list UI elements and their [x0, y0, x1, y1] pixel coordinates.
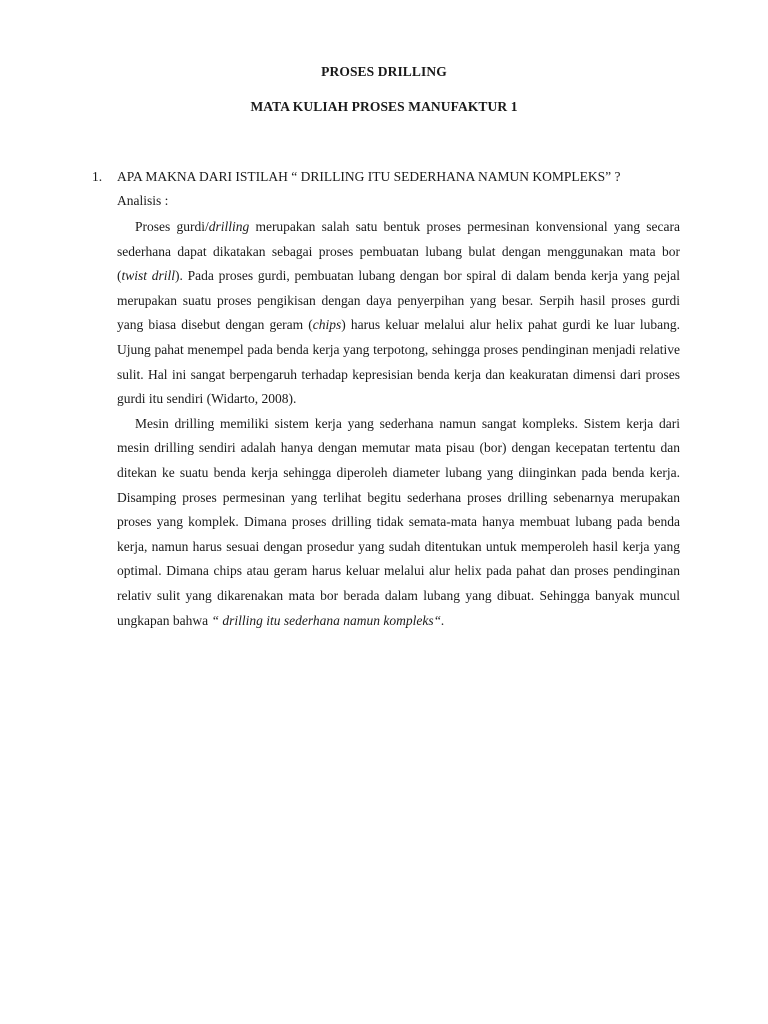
p1-text-c: ). Pada proses gurdi, pembuatan lubang dengan bor spiral di dalam benda kerja yang pejal merupakan suatu proses pengikisan dengan daya penyerpihan yang besar. Serpih hasil proses gurdi yang biasa disebut dengan geram ( [117, 268, 680, 333]
question-number: 1. [92, 169, 103, 184]
p2-quote: “ drilling itu sederhana namun kompleks“. [211, 612, 445, 628]
p1-text-d: ) harus keluar melalui alur helix pahat gurdi ke luar lubang. Ujung pahat menempel pada benda kerja yang terpotong, sehingga proses pendinginan menjadi relative sulit. Hal ini sangat berpengaruh terhadap kepresisian benda kerja dan keakuratan dimensi dari proses gurdi itu sendiri (Widarto, 2008). [117, 317, 681, 407]
paragraph-2 [117, 412, 680, 633]
document-title: PROSES DRILLING [321, 64, 447, 79]
p1-term-twist-drill: twist drill [121, 268, 176, 284]
p1-text-b: merupakan salah satu bentuk proses permesinan konvensional yang secara sederhana dapat dikatakan sebagai proses pembuatan lubang bulat dengan menggunakan mata bor ( [117, 219, 681, 284]
paragraph-1 [117, 215, 680, 412]
p1-text-a: Proses gurdi/ [135, 219, 209, 234]
analysis-body [117, 215, 680, 633]
analysis-label: Analisis : [117, 193, 169, 208]
p1-term-chips: chips [312, 317, 342, 333]
document-subtitle: MATA KULIAH PROSES MANUFAKTUR 1 [250, 99, 518, 114]
question-1 [92, 169, 621, 185]
question-text: APA MAKNA DARI ISTILAH “ DRILLING ITU SEDERHANA NAMUN KOMPLEKS” ? [117, 169, 621, 184]
p1-term-drilling: drilling [208, 219, 250, 234]
p2-text-a: Mesin drilling memiliki sistem kerja yang sederhana namun sangat kompleks. Sistem kerja dari mesin drilling sendiri adalah hanya dengan memutar mata pisau (bor) dengan kecepatan tertentu dan ditekan ke suatu benda kerja sehingga diperoleh diameter lubang yang diinginkan pada benda kerja. Disamping proses permesinan yang terlihat begitu sederhana proses drilling sebenarnya merupakan proses yang komplek. Dimana proses drilling tidak semata-mata hanya membuat lubang pada benda kerja, namun harus sesuai dengan prosedur yang sudah ditentukan untuk memperoleh hasil kerja yang optimal. Dimana chips atau geram harus keluar melalui alur helix pada pahat dan proses pendinginan relativ sulit yang dikarenakan mata bor berada dalam lubang yang dibuat. Sehingga banyak muncul ungkapan bahwa [117, 415, 680, 628]
